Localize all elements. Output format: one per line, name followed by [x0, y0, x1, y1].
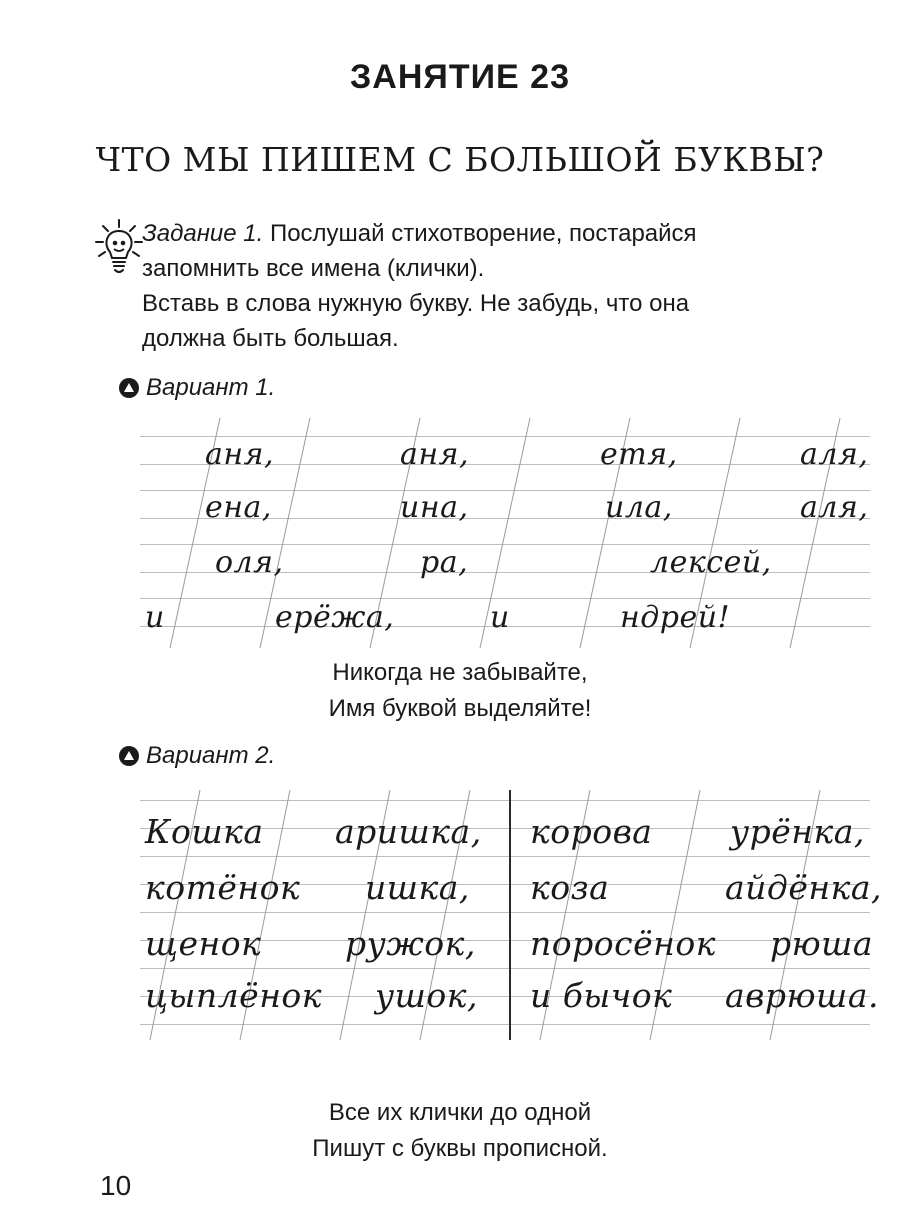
pet-name-right: корова	[530, 812, 653, 851]
word-slot: ена,	[205, 490, 272, 525]
word-slot: аня,	[400, 437, 470, 472]
column-divider	[509, 790, 511, 1040]
poem-2-line-2: Пишут с буквы прописной.	[312, 1135, 608, 1162]
pet-name-right: рюша	[770, 924, 874, 963]
pet-name-right: коза	[530, 868, 610, 907]
pet-name-left: котёнок	[145, 868, 301, 907]
word-slot: оля,	[215, 545, 284, 580]
task-1	[142, 216, 882, 356]
word-slot: ерёжа,	[275, 600, 395, 635]
bullet-icon	[118, 745, 140, 767]
poem-2	[0, 1095, 920, 1167]
bullet-icon	[118, 377, 140, 399]
task-text-line-4: должна быть большая.	[142, 325, 399, 352]
pet-name-left: щенок	[145, 924, 262, 963]
pet-name-left: аришка,	[335, 812, 482, 851]
page-number: 10	[100, 1170, 132, 1201]
pet-name-right: и бычок	[530, 976, 673, 1015]
word-slot: аля,	[800, 437, 869, 472]
variant-1-header	[118, 374, 275, 402]
task-text-line-3: Вставь в слова нужную букву. Не забудь, что она	[142, 290, 690, 317]
variant-2-label: Вариант 2.	[146, 742, 276, 769]
pet-name-right: поросёнок	[530, 924, 716, 963]
word-slot: ндрей!	[620, 600, 731, 635]
variant-2-header	[118, 742, 275, 770]
pet-name-right: урёнка,	[730, 812, 865, 851]
word-slot: аня,	[205, 437, 275, 472]
poem-1	[0, 655, 920, 727]
task-text-line-2: запомнить все имена (клички).	[142, 255, 485, 282]
word-slot: ина,	[400, 490, 469, 525]
poem-1-line-2: Имя буквой выделяйте!	[328, 695, 592, 722]
poem-1-line-1: Никогда не забывайте,	[332, 659, 588, 686]
pet-name-left: ружок,	[345, 924, 476, 963]
poem-2-line-1: Все их клички до одной	[328, 1099, 592, 1126]
pet-name-left: Кошка	[145, 812, 264, 851]
task-label: Задание 1.	[142, 220, 264, 247]
variant-1-label: Вариант 1.	[146, 374, 276, 401]
pet-name-left: цыплёнок	[145, 976, 323, 1015]
pet-name-left: ишка,	[365, 868, 470, 907]
pet-name-right: айдёнка,	[725, 868, 882, 907]
lesson-title: ЗАНЯТИЕ 23	[350, 58, 570, 96]
page-heading: ЧТО МЫ ПИШЕМ С БОЛЬШОЙ БУКВЫ?	[95, 140, 825, 179]
word-slot: и	[490, 600, 510, 635]
task-text-line-1: Послушай стихотворение, постарайся	[269, 220, 697, 247]
word-slot: етя,	[600, 437, 678, 472]
word-slot: ра,	[420, 545, 469, 580]
word-slot: ила,	[605, 490, 673, 525]
word-slot: лексей,	[650, 545, 772, 580]
word-slot: аля,	[800, 490, 869, 525]
lightbulb-icon	[95, 218, 143, 276]
pet-name-left: ушок,	[375, 976, 478, 1015]
pet-name-right: аврюша.	[725, 976, 879, 1015]
word-slot: и	[145, 600, 165, 635]
